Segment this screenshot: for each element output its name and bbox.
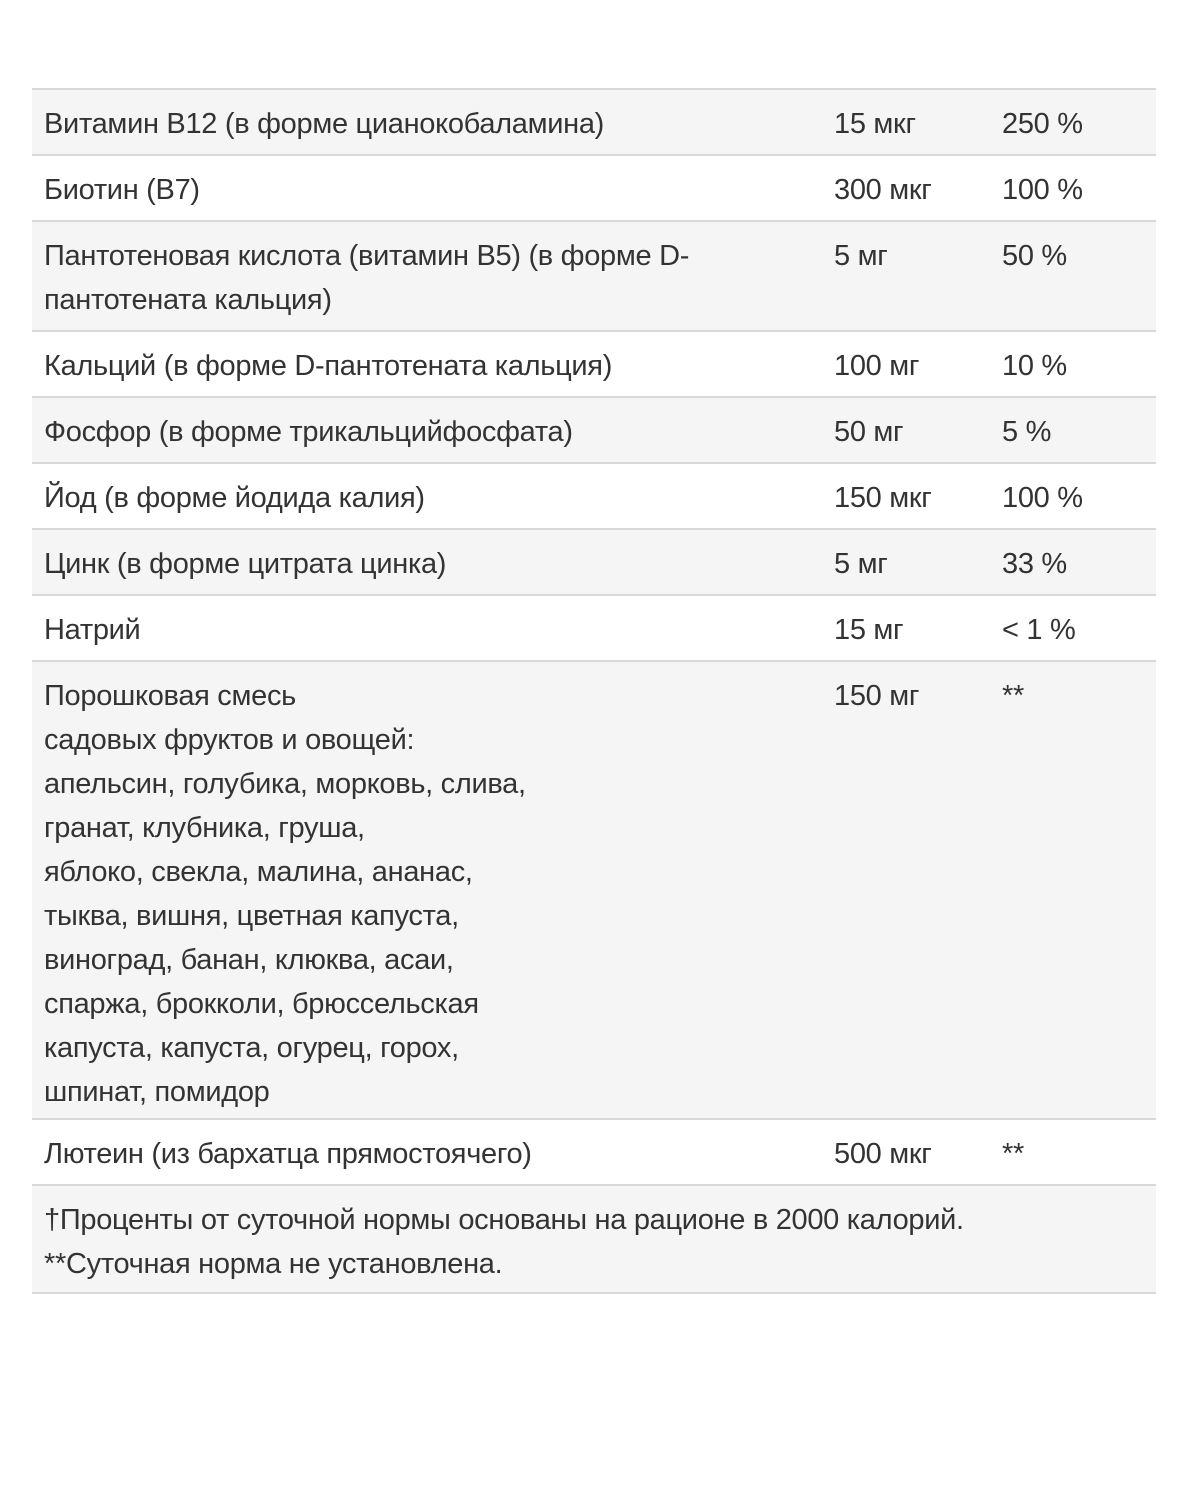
daily-value: 5 % [1002, 416, 1052, 448]
nutrition-table [32, 88, 1156, 1294]
footnote-row [32, 1186, 1156, 1294]
ingredient-amount: 5 мг [834, 240, 888, 272]
daily-value: 50 % [1002, 240, 1067, 272]
ingredient-name: Фосфор (в форме трикальцийфосфата) [44, 416, 573, 448]
table-row [32, 222, 1156, 332]
daily-value: ** [1002, 1138, 1024, 1170]
table-row [32, 464, 1156, 530]
ingredient-name: Кальций (в форме D-пантотената кальция) [44, 350, 613, 382]
ingredient-name: Цинк (в форме цитрата цинка) [44, 548, 447, 580]
daily-value: 100 % [1002, 174, 1083, 206]
table-row [32, 596, 1156, 662]
ingredient-name: Лютеин (из бархатца прямостоячего) [44, 1138, 532, 1170]
ingredient-amount: 100 мг [834, 350, 920, 382]
table-row [32, 1120, 1156, 1186]
footnotes [32, 1186, 1156, 1292]
table-row [32, 398, 1156, 464]
table-row [32, 332, 1156, 398]
daily-value: 10 % [1002, 350, 1067, 382]
footnote-dagger: †Проценты от суточной нормы основаны на рационе в 2000 калорий. [44, 1204, 964, 1236]
ingredient-name: Биотин (B7) [44, 174, 200, 206]
table-row [32, 662, 1156, 1120]
daily-value: 33 % [1002, 548, 1067, 580]
daily-value: ** [1002, 680, 1024, 712]
ingredient-name: Витамин B12 (в форме цианокобаламина) [44, 108, 605, 140]
ingredient-amount: 300 мкг [834, 174, 932, 206]
daily-value: 250 % [1002, 108, 1083, 140]
ingredient-amount: 15 мкг [834, 108, 916, 140]
ingredient-amount: 150 мкг [834, 482, 932, 514]
ingredient-name: Йод (в форме йодида калия) [44, 482, 425, 514]
ingredient-amount: 150 мг [834, 680, 920, 712]
ingredient-amount: 50 мг [834, 416, 904, 448]
ingredient-name: Пантотеновая кислота (витамин B5) (в форме D- пантотената кальция) [44, 240, 690, 316]
table-row [32, 530, 1156, 596]
table-row [32, 156, 1156, 222]
footnote-asterisk: **Суточная норма не установлена. [44, 1248, 503, 1280]
ingredient-amount: 5 мг [834, 548, 888, 580]
daily-value: 100 % [1002, 482, 1083, 514]
ingredient-amount: 15 мг [834, 614, 904, 646]
ingredient-amount: 500 мкг [834, 1138, 932, 1170]
daily-value: < 1 % [1002, 614, 1076, 646]
ingredient-name: Натрий [44, 614, 141, 646]
ingredient-name: Порошковая смесь садовых фруктов и овощей: апельсин, голубика, морковь, слива, гранат, клубника, груша, яблоко, свекла, малина, ананас, тыква, вишня, цветная капуста, виноград, банан, клюква, асаи, спаржа, брокколи, брюссельская капуста, капуста, огурец, горох, шпинат, помидор [44, 680, 526, 1108]
table-row [32, 90, 1156, 156]
